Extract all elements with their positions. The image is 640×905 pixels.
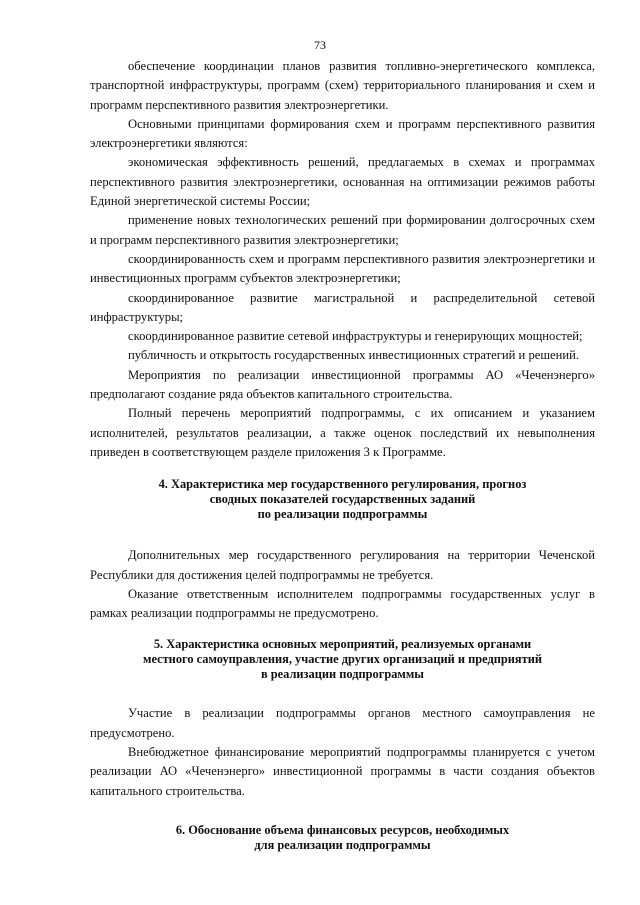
heading-line: 6. Обоснование объема финансовых ресурсов, необходимых bbox=[175, 822, 510, 837]
paragraph: Мероприятия по реализации инвестиционной программы АО «Чеченэнерго» предполагают создание ряда объектов капитального строительства. bbox=[90, 367, 595, 402]
section-5-heading bbox=[90, 637, 595, 682]
page-number: 73 bbox=[314, 38, 326, 52]
paragraph: скоординированное развитие магистральной и распределительной сетевой инфраструктуры; bbox=[90, 290, 595, 324]
section-4-heading bbox=[90, 477, 595, 522]
heading-line: 5. Характеристика основных мероприятий, реализуемых органами bbox=[153, 637, 532, 652]
paragraph: скоординированное развитие сетевой инфраструктуры и генерирующих мощностей; bbox=[128, 329, 583, 344]
paragraph: Оказание ответственным исполнителем подпрограммы государственных услуг в рамках реализации подпрограммы не предусмотрено. bbox=[90, 586, 595, 621]
section-6-heading bbox=[90, 823, 595, 853]
heading-line: сводных показателей государственных заданий bbox=[209, 492, 476, 507]
heading-line: для реализации подпрограммы bbox=[254, 837, 431, 852]
paragraph: публичность и открытость государственных инвестиционных стратегий и решений. bbox=[128, 348, 579, 363]
paragraph: скоординированность схем и программ перспективного развития электроэнергетики и инвестиционных программ субъектов электроэнергетики; bbox=[90, 251, 595, 286]
document-body bbox=[90, 57, 595, 853]
heading-line: местного самоуправления, участие других организаций и предприятий bbox=[143, 652, 542, 667]
paragraph: экономическая эффективность решений, предлагаемых в схемах и программах перспективного развития электроэнергетики, основанная на оптимизации режимов работы Единой энергетической системы России; bbox=[90, 155, 595, 209]
paragraph: Дополнительных мер государственного регулирования на территории Чеченской Республики для достижения целей подпрограммы не требуется. bbox=[90, 548, 595, 582]
paragraph: применение новых технологических решений при формировании долгосрочных схем и программ перспективного развития электроэнергетики; bbox=[90, 213, 595, 247]
paragraph: обеспечение координации планов развития топливно-энергетического комплекса, транспортной инфраструктуры, программ (схем) территориального планирования и схем и программ перспективного развития электроэнергетики. bbox=[90, 59, 595, 112]
paragraph: Участие в реализации подпрограммы органов местного самоуправления не предусмотрено. bbox=[90, 706, 595, 740]
heading-line: по реализации подпрограммы bbox=[257, 507, 428, 522]
paragraph: Полный перечень мероприятий подпрограммы, с их описанием и указанием исполнителей, результатов реализации, а также оценок последствий их невыполнения приведен в соответствующем разделе приложения 3 к Программе. bbox=[90, 406, 595, 459]
heading-line: в реализации подпрограммы bbox=[260, 667, 424, 682]
paragraph: Основными принципами формирования схем и программ перспективного развития электроэнергетики являются: bbox=[90, 116, 595, 151]
heading-line: 4. Характеристика мер государственного регулирования, прогноз bbox=[158, 477, 527, 492]
paragraph: Внебюджетное финансирование мероприятий подпрограммы планируется с учетом реализации АО «Чеченэнерго» инвестиционной программы в части создания объектов капитального строительства. bbox=[90, 745, 595, 798]
